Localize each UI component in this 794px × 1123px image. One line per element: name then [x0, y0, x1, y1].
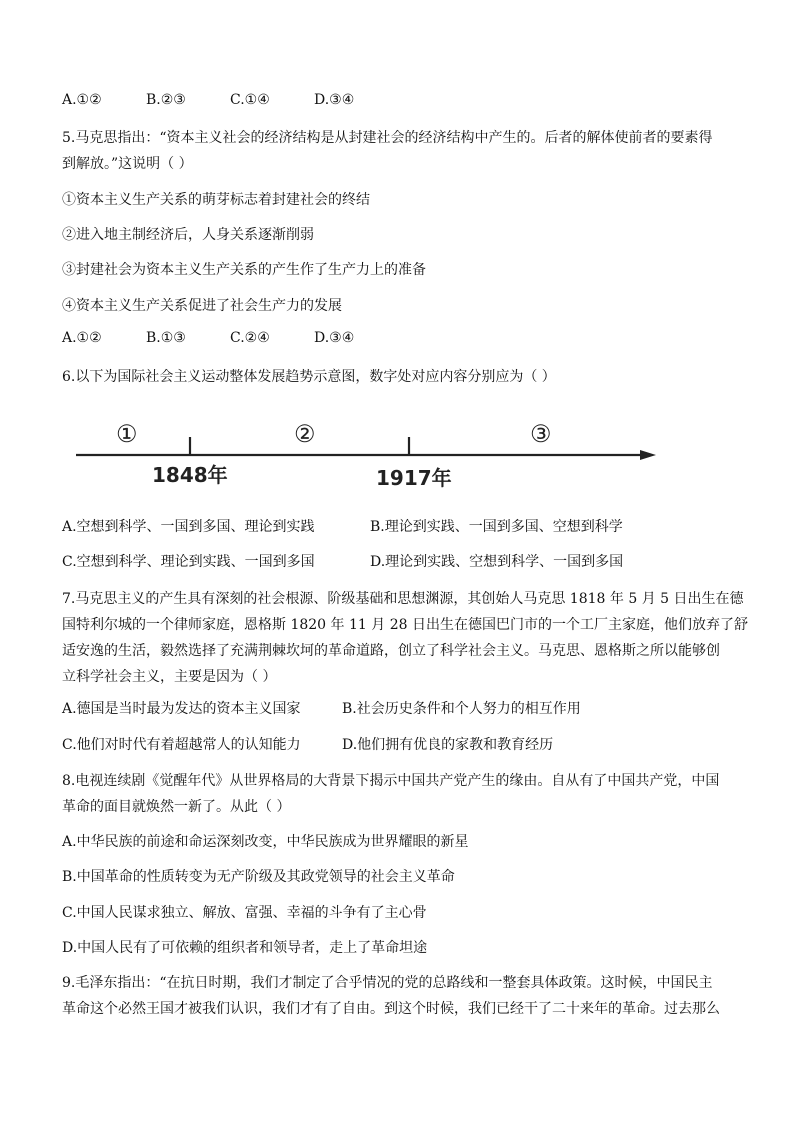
- q6-options-row-2: [62, 551, 623, 571]
- q8-line-2: 革命的面目就焕然一新了。从此（ ）: [62, 799, 291, 815]
- q6-option-a: A.空想到科学、一国到多国、理论到实践: [62, 519, 315, 535]
- q7-option-d: D.他们拥有优良的家教和教育经历: [342, 737, 554, 753]
- q4-option-d: D.③④: [314, 92, 355, 108]
- q6-options-row-1: [62, 516, 623, 536]
- q8-option-b: B.中国革命的性质转变为无产阶级及其政党领导的社会主义革命: [62, 869, 455, 885]
- timeline-mark-1: ①: [116, 420, 138, 448]
- q6-option-c: C.空想到科学、理论到实践、一国到多国: [62, 554, 315, 570]
- q5-stem-line-1: 5.马克思指出：“资本主义社会的经济结构是从封建社会的经济结构中产生的。后者的解体使前者的要素得: [62, 130, 713, 146]
- q7-option-c: C.他们对时代有着超越常人的认知能力: [62, 737, 301, 753]
- q4-option-b: B.②③: [146, 92, 186, 108]
- q9-line-2: 革命这个必然王国才被我们认识，我们才有了自由。到这个时候，我们已经干了二十来年的革命。过去那么: [62, 1001, 720, 1017]
- q8-option-a: A.中华民族的前途和命运深刻改变，中华民族成为世界耀眼的新星: [62, 834, 469, 850]
- q6-stem: 6.以下为国际社会主义运动整体发展趋势示意图，数字处对应内容分别应为（ ）: [62, 369, 556, 385]
- q7-line-2: 国特利尔城的一个律师家庭，恩格斯 1820 年 11 月 28 日出生在德国巴门市的一个工厂主家庭，他们放弃了舒: [62, 617, 748, 633]
- q5-option-a: A.①②: [62, 330, 102, 346]
- timeline-figure: [72, 405, 662, 495]
- q4-option-a: A.①②: [62, 92, 102, 108]
- q4-options: [62, 92, 398, 108]
- timeline-arrowhead: [640, 450, 656, 460]
- q7-line-4: 立科学社会主义，主要是因为（ ）: [62, 669, 277, 685]
- q4-option-c: C.①④: [230, 92, 270, 108]
- timeline-mark-2: ②: [294, 420, 316, 448]
- q7-option-a: A.德国是当时最为发达的资本主义国家: [62, 701, 301, 717]
- timeline-mark-3: ③: [530, 420, 552, 448]
- q8-option-c: C.中国人民谋求独立、解放、富强、幸福的斗争有了主心骨: [62, 905, 427, 921]
- q5-option-b: B.①③: [146, 330, 186, 346]
- q5-option-c: C.②④: [230, 330, 270, 346]
- q8-option-d: D.中国人民有了可依赖的组织者和领导者，走上了革命坦途: [62, 940, 428, 956]
- q7-line-3: 适安逸的生活，毅然选择了充满荆棘坎坷的革命道路，创立了科学社会主义。马克思、恩格斯之所以能够创: [62, 643, 720, 659]
- q7-options-row-2: [62, 734, 553, 754]
- q5-stem-line-2: 到解放。”这说明（ ）: [62, 156, 193, 172]
- q9-line-1: 9.毛泽东指出：“在抗日时期，我们才制定了合乎情况的党的总路线和一整套具体政策。这时候，中国民主: [62, 975, 713, 991]
- q5-options: [62, 330, 398, 346]
- q5-item-4: ④资本主义生产关系促进了社会生产力的发展: [62, 298, 342, 314]
- q8-line-1: 8.电视连续剧《觉醒年代》从世界格局的大背景下揭示中国共产党产生的缘由。自从有了中国共产党，中国: [62, 773, 720, 789]
- q5-item-2: ②进入地主制经济后，人身关系逐渐削弱: [62, 227, 314, 243]
- q7-line-1: 7.马克思主义的产生具有深刻的社会根源、阶级基础和思想渊源，其创始人马克思 1818 年 5 月 5 日出生在德: [62, 591, 744, 607]
- q5-item-1: ①资本主义生产关系的萌芽标志着封建社会的终结: [62, 192, 370, 208]
- timeline-year-1917: 1917年: [376, 466, 452, 490]
- q6-option-d: D.理论到实践、空想到科学、一国到多国: [370, 554, 624, 570]
- q7-option-b: B.社会历史条件和个人努力的相互作用: [342, 701, 581, 717]
- timeline-year-1848: 1848年: [152, 463, 228, 487]
- q5-item-3: ③封建社会为资本主义生产关系的产生作了生产力上的准备: [62, 262, 426, 278]
- q5-option-d: D.③④: [314, 330, 355, 346]
- q6-option-b: B.理论到实践、一国到多国、空想到科学: [370, 519, 623, 535]
- q7-options-row-1: [62, 698, 581, 718]
